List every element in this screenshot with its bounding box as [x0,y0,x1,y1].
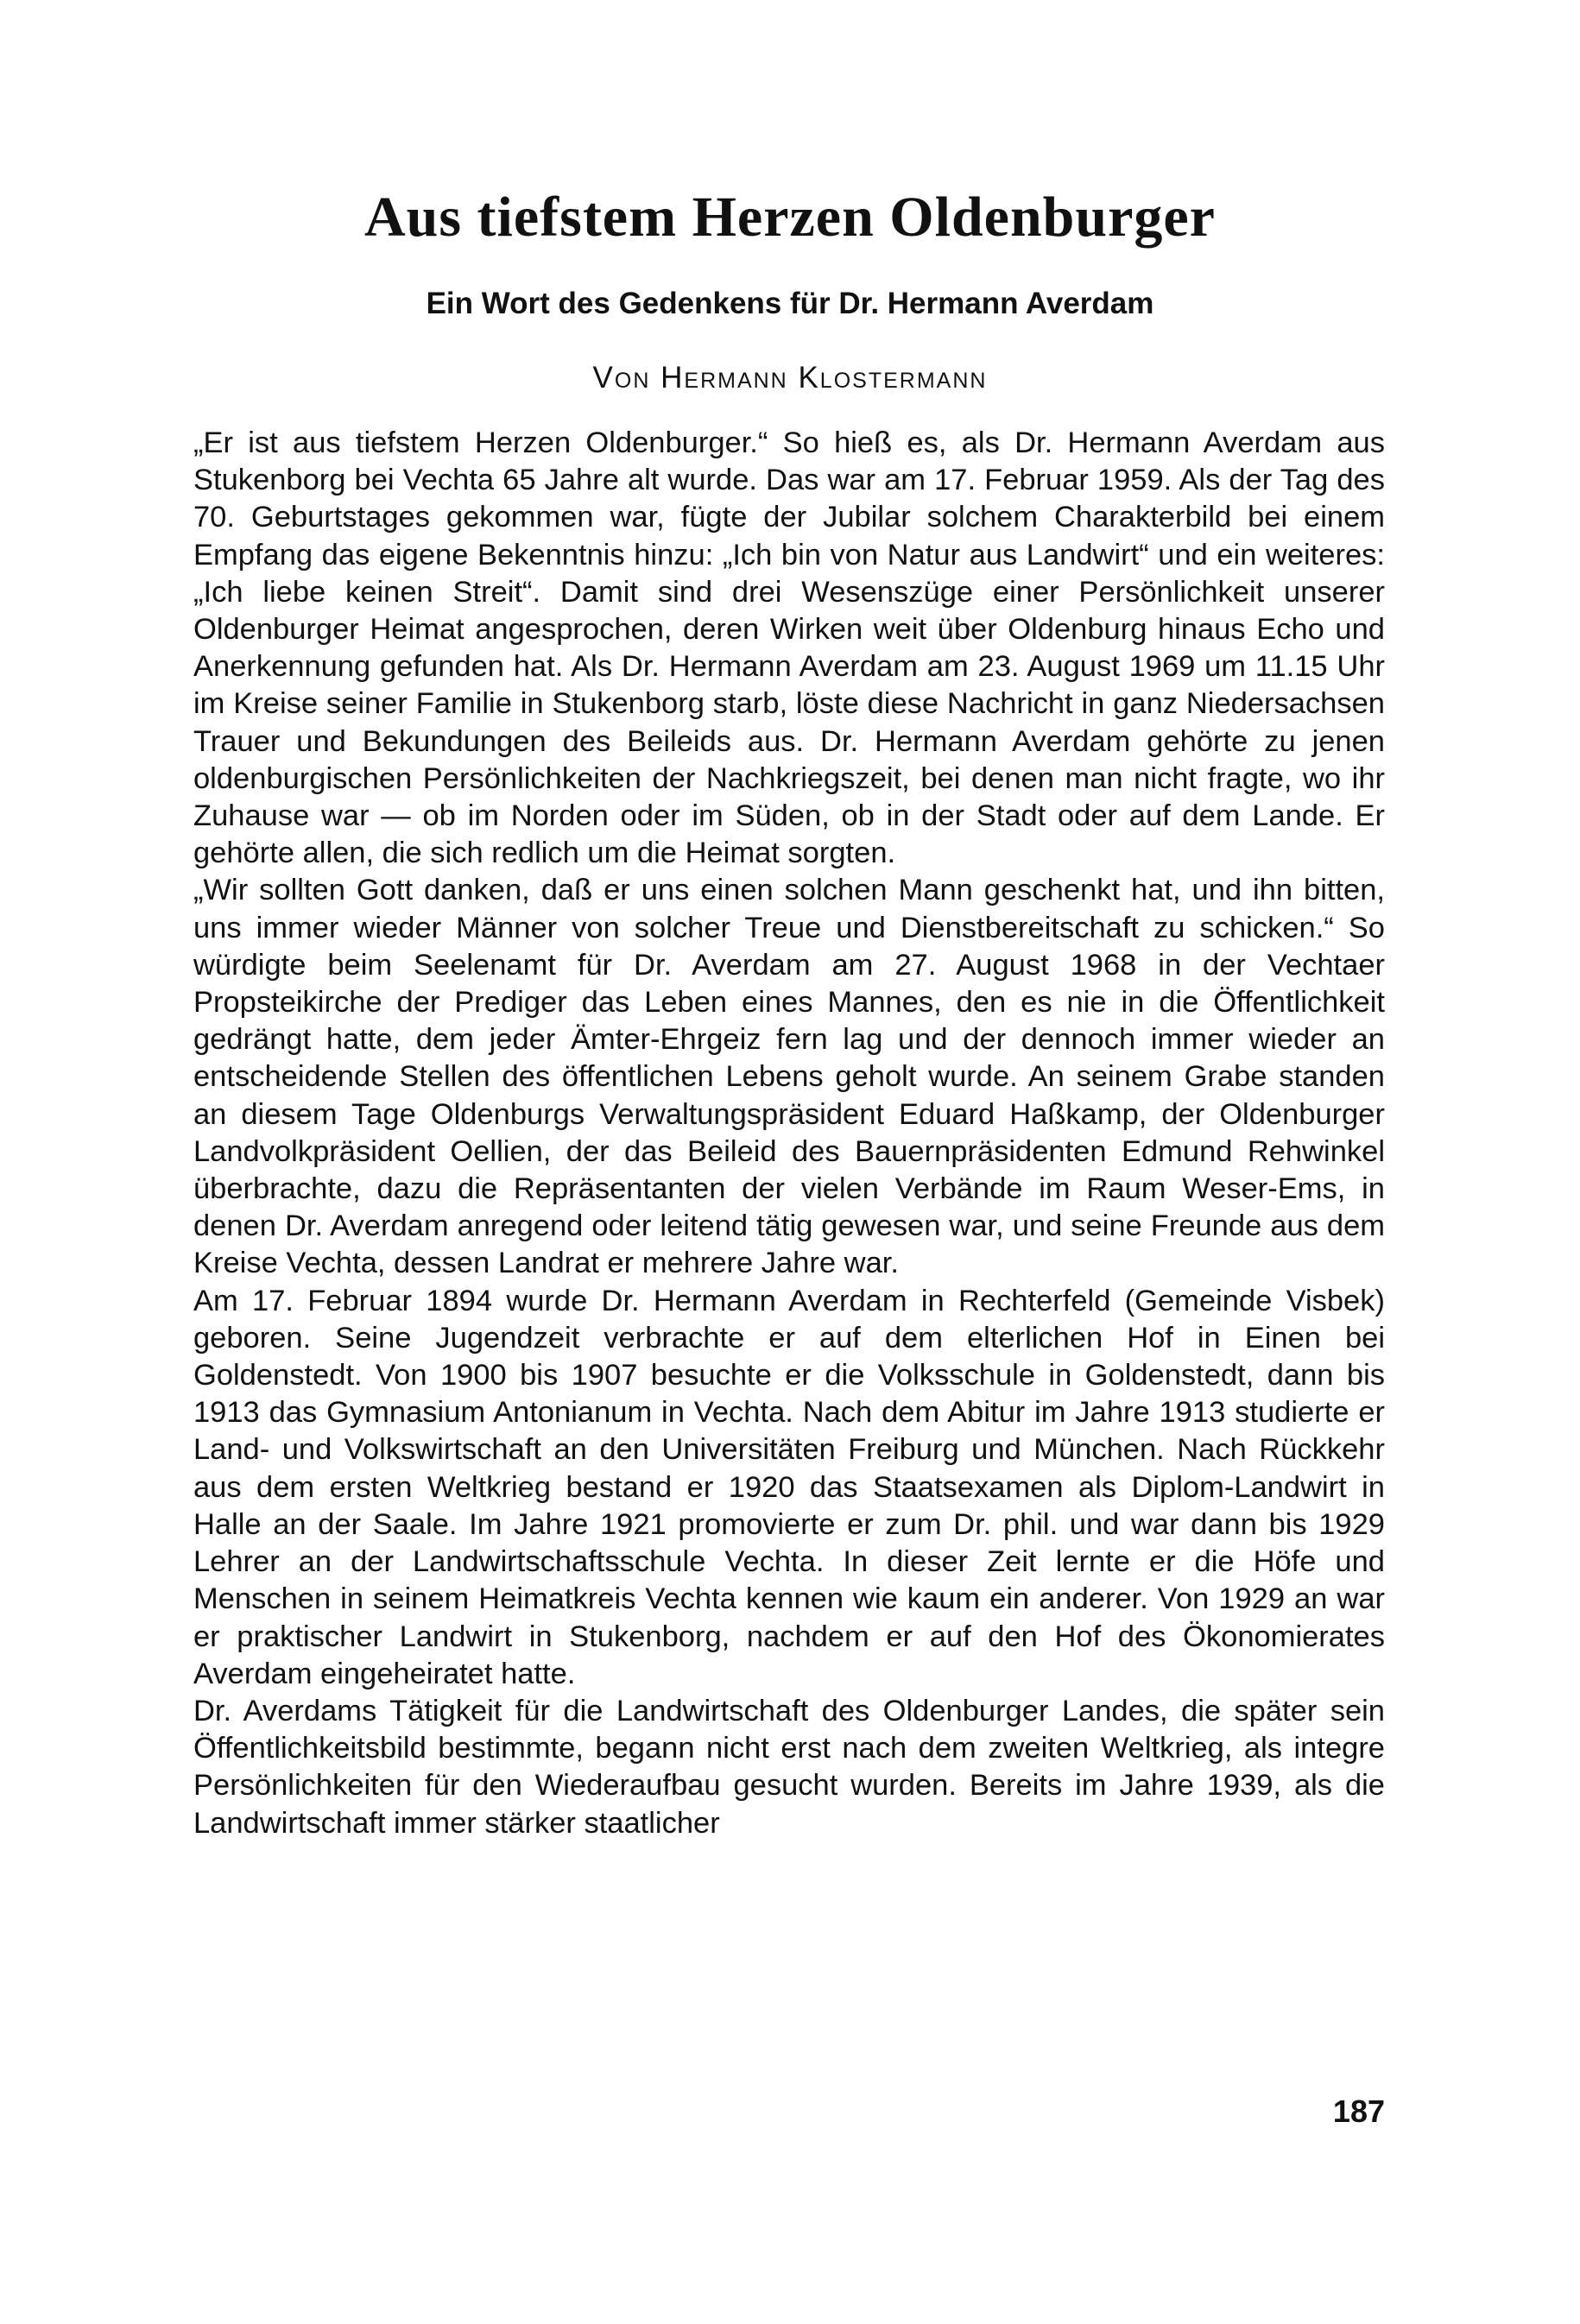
article-subtitle: Ein Wort des Gedenkens für Dr. Hermann Averdam [426,287,1154,320]
body-paragraph-2: „Wir sollten Gott danken, daß er uns einen solchen Mann geschenkt hat, und ihn bitten, uns immer wieder Männer von solcher Treue und Dienstbereitschaft zu schicken.“ So würdigte beim Seelenamt für Dr. Averdam am 27. August 1968 in der Vechtaer Propsteikirche der Prediger das Leben eines Mannes, den es nie in die Öffentlichkeit gedrängt hatte, dem jeder Ämter-Ehrgeiz fern lag und der dennoch immer wieder an entscheidende Stellen des öffentlichen Lebens geholt wurde. An seinem Grabe standen an diesem Tage Oldenburgs Verwaltungspräsident Eduard Haßkamp, der Oldenburger Landvolkpräsident Oellien, der das Beileid des Bauernpräsidenten Edmund Rehwinkel überbrachte, dazu die Repräsentanten der vielen Verbände im Raum Weser-Ems, in denen Dr. Averdam anregend oder leitend tätig gewesen war, und seine Freunde aus dem Kreise Vechta, dessen Landrat er mehrere Jahre war. [193,874,1385,1280]
article-title: Aus tiefstem Herzen Oldenburger [364,186,1216,249]
article-body [193,425,1385,1842]
article-byline: Von Hermann Klostermann [592,361,988,395]
body-paragraph-4: Dr. Averdams Tätigkeit für die Landwirtschaft des Oldenburger Landes, die später sein Öffentlichkeitsbild bestimmte, begann nicht erst nach dem zweiten Weltkrieg, als integre Persönlichkeiten für den Wiederaufbau gesucht wurden. Bereits im Jahre 1939, als die Landwirtschaft immer stärker staatlicher [193,1694,1385,1840]
body-paragraph-3: Am 17. Februar 1894 wurde Dr. Hermann Averdam in Rechterfeld (Gemeinde Visbek) geboren. Seine Jugendzeit verbrachte er auf dem elterlichen Hof in Einen bei Goldenstedt. Von 1900 bis 1907 besuchte er die Volksschule in Goldenstedt, dann bis 1913 das Gymnasium Antonianum in Vechta. Nach dem Abitur im Jahre 1913 studierte er Land- und Volkswirtschaft an den Universitäten Freiburg und München. Nach Rückkehr aus dem ersten Weltkrieg bestand er 1920 das Staatsexamen als Diplom-Landwirt in Halle an der Saale. Im Jahre 1921 promovierte er zum Dr. phil. und war dann bis 1929 Lehrer an der Landwirtschaftsschule Vechta. In dieser Zeit lernte er die Höfe und Menschen in seinem Heimatkreis Vechta kennen wie kaum ein anderer. Von 1929 an war er praktischer Landwirt in Stukenborg, nachdem er auf den Hof des Ökonomierates Averdam eingeheiratet hatte. [193,1284,1385,1690]
page-number: 187 [1332,2093,1385,2129]
body-paragraph-1: „Er ist aus tiefstem Herzen Oldenburger.“ So hieß es, als Dr. Hermann Averdam aus Stukenborg bei Vechta 65 Jahre alt wurde. Das war am 17. Februar 1959. Als der Tag des 70. Geburtstages gekommen war, fügte der Jubilar solchem Charakterbild bei einem Empfang das eigene Bekenntnis hinzu: „Ich bin von Natur aus Landwirt“ und ein weiteres: „Ich liebe keinen Streit“. Damit sind drei Wesenszüge einer Persönlichkeit unserer Oldenburger Heimat angesprochen, deren Wirken weit über Oldenburg hinaus Echo und Anerkennung gefunden hat. Als Dr. Hermann Averdam am 23. August 1969 um 11.15 Uhr im Kreise seiner Familie in Stukenborg starb, löste diese Nachricht in ganz Niedersachsen Trauer und Bekundungen des Beileids aus. Dr. Hermann Averdam gehörte zu jenen oldenburgischen Persönlichkeiten der Nachkriegszeit, bei denen man nicht fragte, wo ihr Zuhause war — ob im Norden oder im Süden, ob in der Stadt oder auf dem Lande. Er gehörte allen, die sich redlich um die Heimat sorgten. [193,426,1385,870]
